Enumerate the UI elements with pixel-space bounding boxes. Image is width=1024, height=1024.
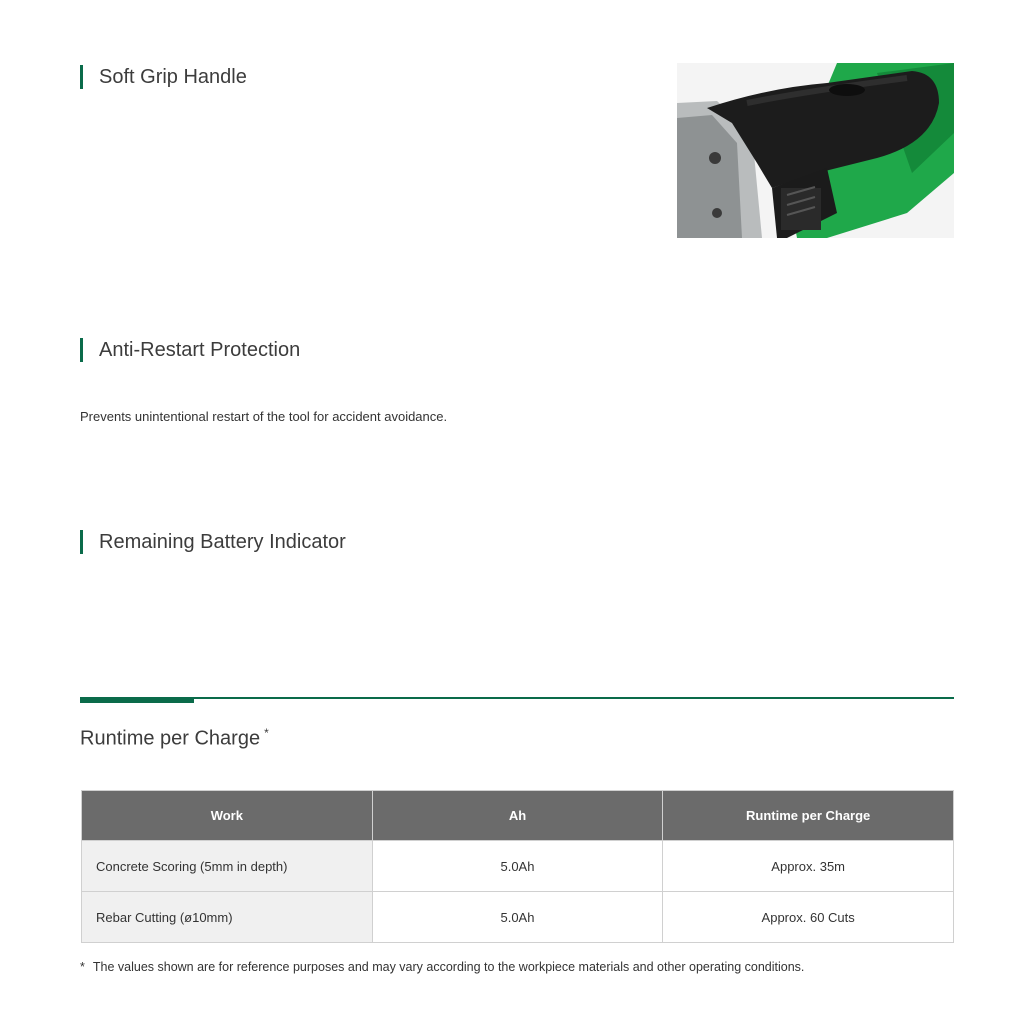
section-divider (80, 697, 954, 699)
runtime-title-text: Runtime per Charge (80, 727, 261, 750)
anti-restart-description: Prevents unintentional restart of the tool for accident avoidance. (80, 409, 448, 424)
column-header-ah: Ah (372, 791, 663, 841)
table-cell-work: Concrete Scoring (5mm in depth) (82, 841, 373, 892)
soft-grip-handle-image (677, 63, 954, 238)
column-header-work: Work (82, 791, 373, 841)
table-cell-ah: 5.0Ah (372, 892, 663, 943)
feature-heading-soft-grip: Soft Grip Handle (80, 65, 247, 89)
table-header-row (82, 791, 954, 841)
footnote-mark: * (80, 960, 85, 974)
runtime-section-title (80, 720, 269, 752)
feature-heading-anti-restart: Anti-Restart Protection (80, 338, 300, 362)
section-divider-accent (80, 699, 194, 703)
feature-heading-battery-indicator: Remaining Battery Indicator (80, 530, 346, 554)
runtime-footnote (80, 960, 804, 974)
runtime-title-mark: * (264, 726, 269, 740)
table-cell-ah: 5.0Ah (372, 841, 663, 892)
runtime-table (81, 790, 954, 943)
table-cell-runtime: Approx. 60 Cuts (663, 892, 954, 943)
table-row (82, 841, 954, 892)
table-cell-work: Rebar Cutting (ø10mm) (82, 892, 373, 943)
footnote-text: The values shown are for reference purposes and may vary according to the workpiece materials and other operating conditions. (92, 960, 805, 974)
column-header-runtime: Runtime per Charge (663, 791, 954, 841)
table-cell-runtime: Approx. 35m (663, 841, 954, 892)
table-row (82, 892, 954, 943)
